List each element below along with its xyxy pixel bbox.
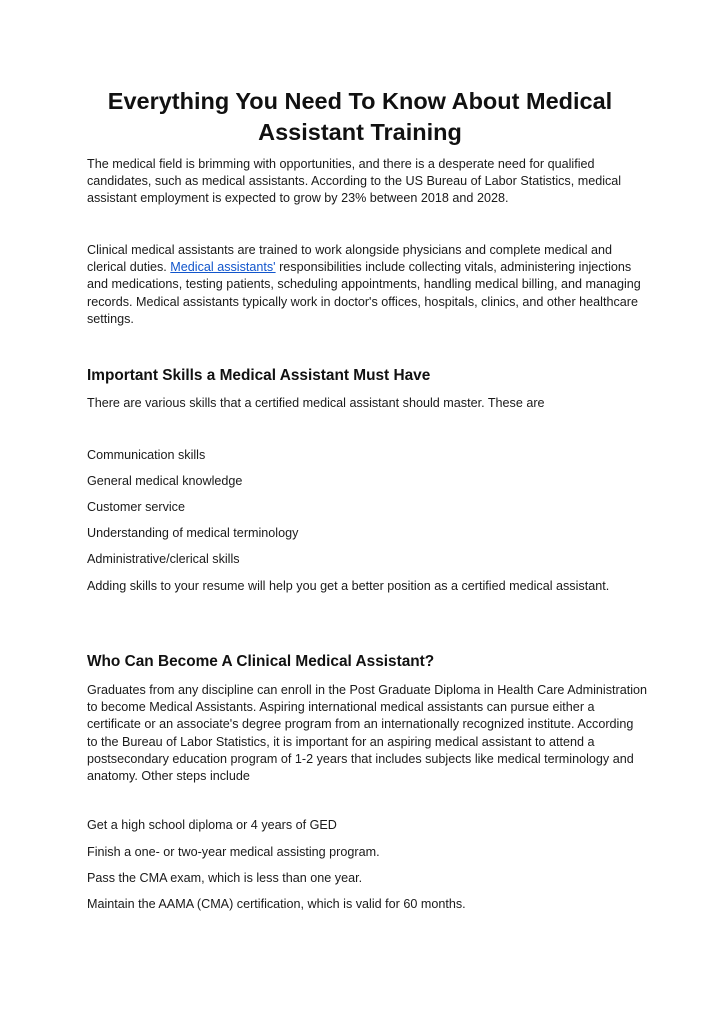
skill-item: Customer service (87, 500, 185, 514)
skill-item: General medical knowledge (87, 474, 243, 488)
become-paragraph: Graduates from any discipline can enroll in the Post Graduate Diploma in Health Care Administration to become Medical Assistants. Aspiring international medical assistants can pursue either a certificate or an associate's degree program from an internationally recognized institute. According to the Bureau of Labor Statistics, it is important for an aspiring medical assistant to attend a postsecondary education program of 1-2 years that includes subjects like medical terminology and anatomy. Other steps include (87, 683, 648, 784)
step-item: Maintain the AAMA (CMA) certification, which is valid for 60 months. (87, 897, 466, 911)
clinical-paragraph (87, 242, 647, 328)
step-item: Finish a one- or two-year medical assisting program. (87, 845, 380, 859)
skill-item: Understanding of medical terminology (87, 526, 299, 540)
skills-intro: There are various skills that a certified medical assistant should master. These are (87, 396, 545, 410)
document-title: Everything You Need To Know About Medical Assistant Training (107, 88, 613, 145)
step-item: Pass the CMA exam, which is less than one year. (87, 871, 363, 885)
clinical-text-after: responsibilities include collecting vitals, administering injections and medications, testing patients, scheduling appointments, handling medical billing, and managing records. Medical assistants typically work in doctor's offices, hospitals, clinics, and other healthcare settings. (87, 260, 641, 326)
become-heading: Who Can Become A Clinical Medical Assistant? (87, 653, 435, 670)
skills-heading: Important Skills a Medical Assistant Must Have (87, 367, 431, 384)
intro-paragraph: The medical field is brimming with opportunities, and there is a desperate need for qualified candidates, such as medical assistants. According to the US Bureau of Labor Statistics, medical assistant employment is expected to grow by 23% between 2018 and 2028. (87, 157, 622, 206)
medical-assistants-link[interactable]: Medical assistants' (170, 260, 276, 275)
skill-item: Communication skills (87, 448, 206, 462)
step-item: Get a high school diploma or 4 years of GED (87, 818, 337, 832)
skills-closing: Adding skills to your resume will help you get a better position as a certified medical assistant. (87, 579, 610, 593)
clinical-text-before: Clinical medical assistants are trained to work alongside physicians and complete medical and clerical duties. (87, 243, 613, 275)
skill-item: Administrative/clerical skills (87, 552, 240, 566)
